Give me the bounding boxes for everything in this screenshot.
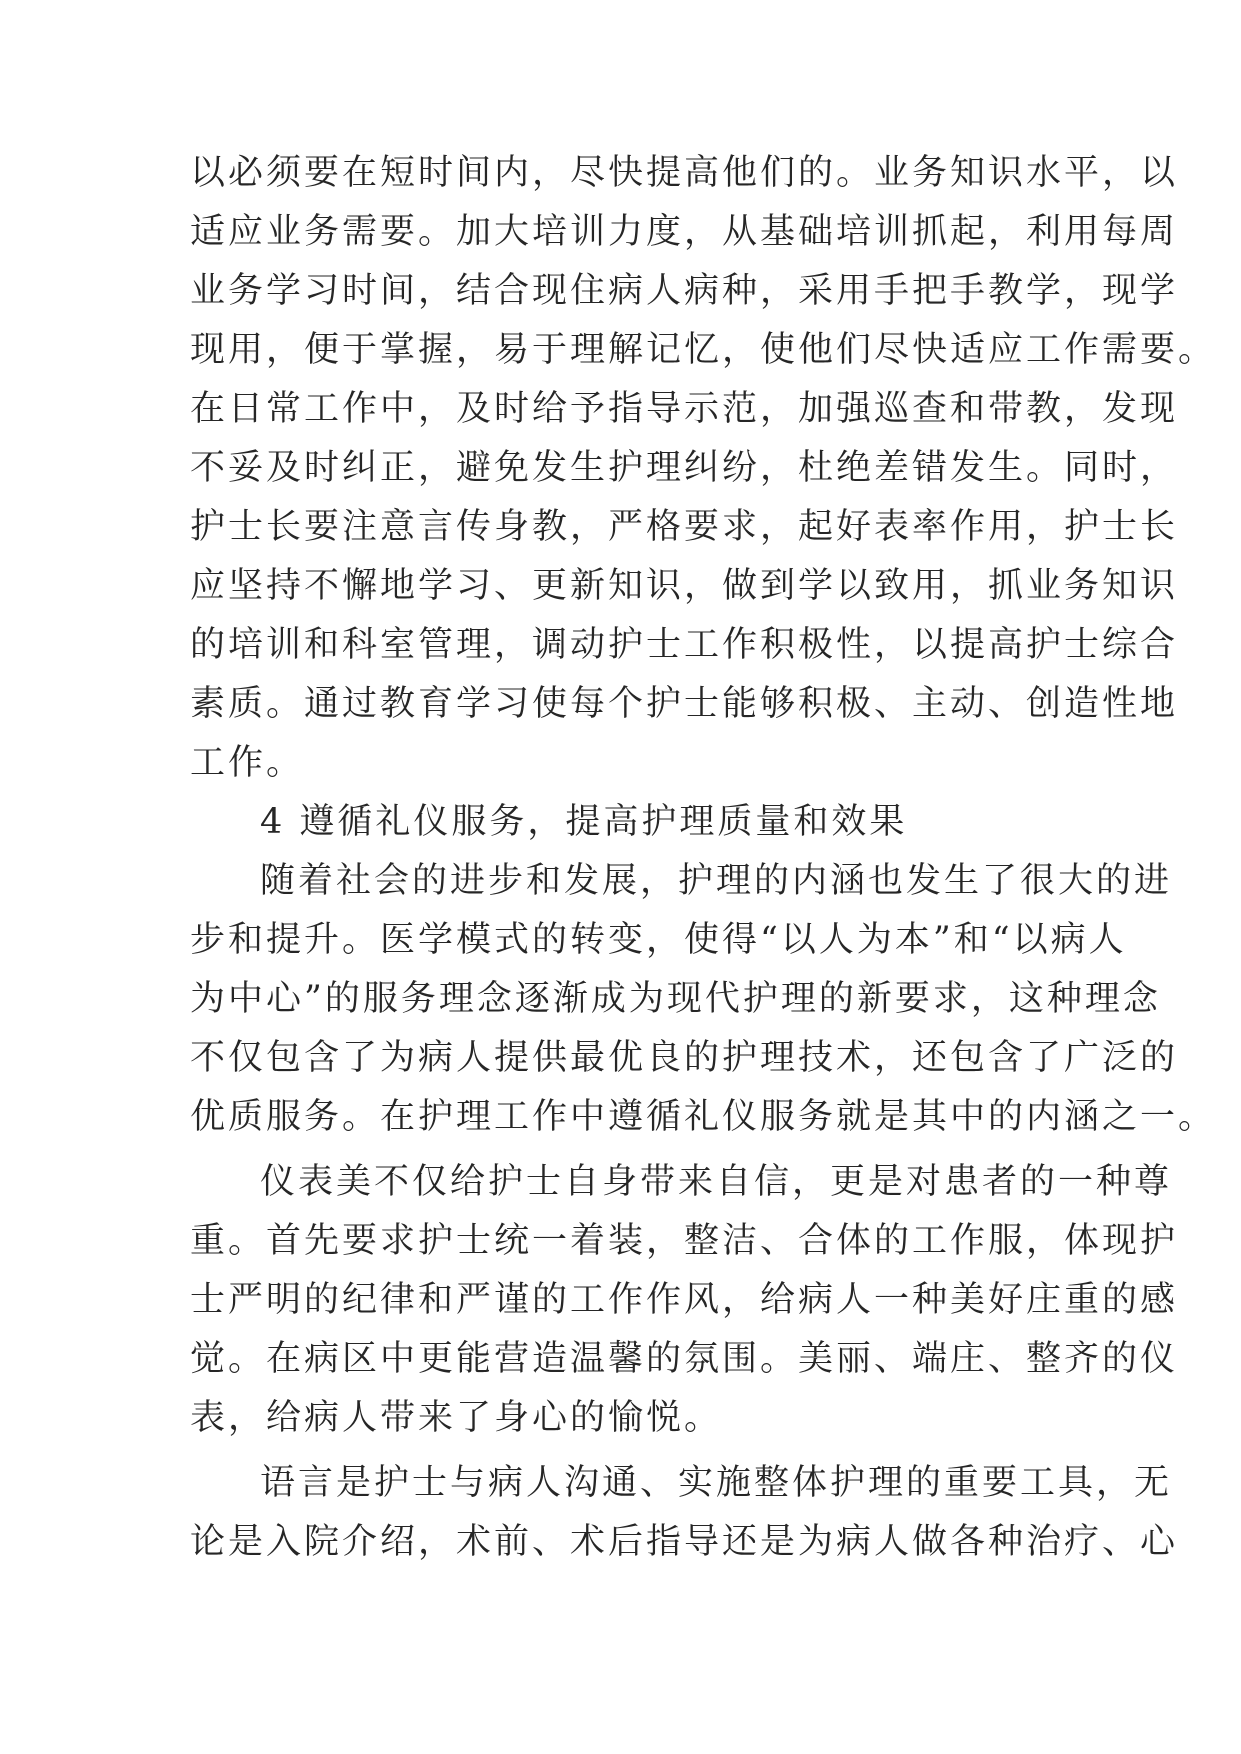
text-line: 工作。: [190, 743, 305, 783]
text-line: 仪表美不仅给护士自身带来自信，更是对患者的一种尊: [260, 1162, 1173, 1202]
text-line: 士严明的纪律和严谨的工作作风，给病人一种美好庄重的感: [190, 1280, 1179, 1320]
text-line: 步和提升。医学模式的转变，使得“以人为本”和“以病人: [190, 920, 1127, 960]
text-line: 随着社会的进步和发展，护理的内涵也发生了很大的进: [260, 861, 1173, 901]
section-heading: 4 遵循礼仪服务，提高护理质量和效果: [260, 802, 908, 842]
text-line: 现用，便于掌握，易于理解记忆，使他们尽快适应工作需要。: [190, 330, 1217, 370]
text-line: 适应业务需要。加大培训力度，从基础培训抓起，利用每周: [190, 212, 1179, 252]
body-text: [190, 144, 1217, 1572]
text-line: 应坚持不懈地学习、更新知识，做到学以致用，抓业务知识: [190, 566, 1179, 606]
text-line: 业务学习时间，结合现住病人病种，采用手把手教学，现学: [190, 271, 1179, 311]
text-line: 的培训和科室管理，调动护士工作积极性，以提高护士综合: [190, 625, 1179, 665]
text-line: 语言是护士与病人沟通、实施整体护理的重要工具，无: [260, 1463, 1173, 1503]
text-line: 素质。通过教育学习使每个护士能够积极、主动、创造性地: [190, 684, 1179, 724]
text-line: 论是入院介绍，术前、术后指导还是为病人做各种治疗、心: [190, 1522, 1179, 1562]
text-line: 不妥及时纠正，避免发生护理纠纷，杜绝差错发生。同时，: [190, 448, 1179, 488]
text-line: 在日常工作中，及时给予指导示范，加强巡查和带教，发现: [190, 389, 1179, 429]
text-line: 护士长要注意言传身教，严格要求，起好表率作用，护士长: [190, 507, 1179, 547]
text-line: 表，给病人带来了身心的愉悦。: [190, 1398, 723, 1438]
text-line: 不仅包含了为病人提供最优良的护理技术，还包含了广泛的: [190, 1038, 1179, 1078]
text-line: 以必须要在短时间内，尽快提高他们的。业务知识水平，以: [190, 153, 1179, 193]
text-line: 觉。在病区中更能营造温馨的氛围。美丽、端庄、整齐的仪: [190, 1339, 1179, 1379]
text-line: 优质服务。在护理工作中遵循礼仪服务就是其中的内涵之一。: [190, 1097, 1217, 1137]
text-line: 为中心”的服务理念逐渐成为现代护理的新要求，这种理念: [190, 979, 1161, 1019]
text-line: 重。首先要求护士统一着装，整洁、合体的工作服，体现护: [190, 1221, 1179, 1261]
